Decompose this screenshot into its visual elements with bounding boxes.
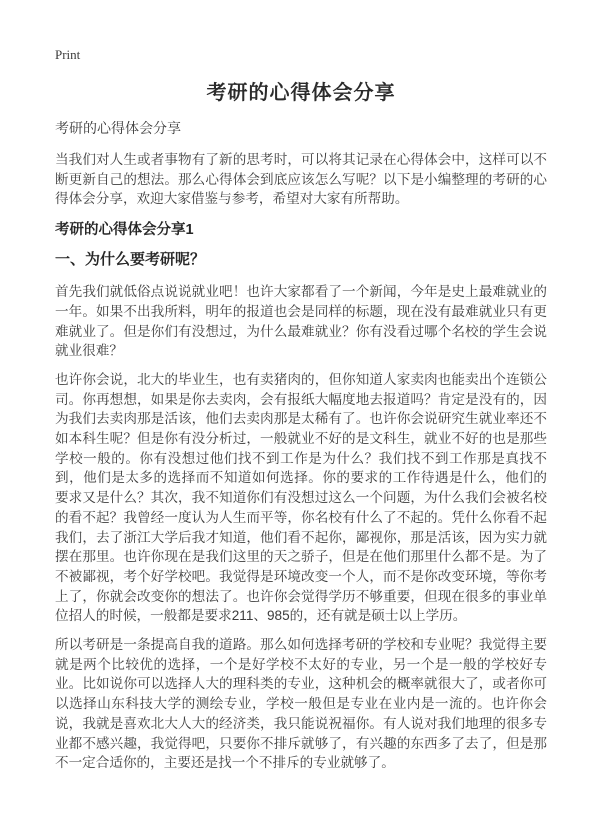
article-paragraph: 所以考研是一条提高自我的道路。那么如何选择考研的学校和专业呢？我觉得主要就是两个比较优的选择，一个是好学校不太好的专业，另一个是一般的学校好专业。比如说你可以选择人大的理科类的专业，这种机会的概率就很大了，或者你可以选择山东科技大学的测绘专业，学校一般但是专业在业内是一流的。也许你会说，我就是喜欢北大人大的经济类，我只能说祝福你。有人说对我们地理的很多专业都不感兴趣，我觉得吧，只要你不排斥就够了，有兴趣的东西多了去了，但是那不一定合适你的，主要还是找一个不排斥的专业就够了。 <box>55 637 547 771</box>
article-paragraph: 首先我们就低俗点说说就业吧！也许大家都看了一个新闻，今年是史上最难就业的一年。如果不出我所料，明年的报道也会是同样的标题，现在没有最难就业只有更难就业了。但是你们有没想过，为什么最难就业？你有没看过哪个名校的学生会说就业很难？ <box>55 284 547 359</box>
article-paragraph: 也许你会说，北大的毕业生，也有卖猪肉的，但你知道人家卖肉也能卖出个连锁公司。你再想想，如果是你去卖肉，会有报纸大幅度地去报道吗？肯定是没有的，因为我们去卖肉那是活该，他们去卖肉那是太稀有了。也许你会说研究生就业率还不如本科生呢？但是你有没分析过，一般就业不好的是文科生，就业不好的也是那些学校一般的。你有没想过他们找不到工作是为什么？我们找不到工作那是真找不到，他们是太多的选择而不知道如何选择。你的要求的工作待遇是什么，他们的 要求又是什么？其次，我不知道你们有没想过这么一个问题，为什么我们会被名校的看不起？我曾经一度认为人生而平等，你名校有什么了不起的。凭什么你看不起我们，去了浙江大学后我才知道，他们看不起你，鄙视你，那是活该，因为实力就摆在那里。也许你现在是我们这里的天之骄子，但是在他们那里什么都不是。为了不被鄙视，考个好学校吧。我觉得是环境改变一个人，而不是你改变环境，等你考上了，你就会改变你的想法了。也许你会觉得学历不够重要，但现在很多的事业单位招人的时候，一般都是要求211、985的，还有就是硕士以上学历。 <box>55 371 547 624</box>
section-heading: 考研的心得体会分享1 <box>55 222 194 239</box>
page-title: 考研的心得体会分享 <box>206 82 396 104</box>
article-subtitle: 考研的心得体会分享 <box>55 120 181 136</box>
print-button[interactable]: Print <box>55 47 81 62</box>
intro-paragraph: 当我们对人生或者事物有了新的思考时，可以将其记录在心得体会中，这样可以不断更新自己的想法。那么心得体会到底应该怎么写呢？以下是小编整理的考研的心得体会分享，欢迎大家借鉴与参考，希望对大家有所帮助。 <box>55 152 547 207</box>
sub-heading-why-kaoyan: 一、为什么要考研呢？ <box>55 251 206 269</box>
